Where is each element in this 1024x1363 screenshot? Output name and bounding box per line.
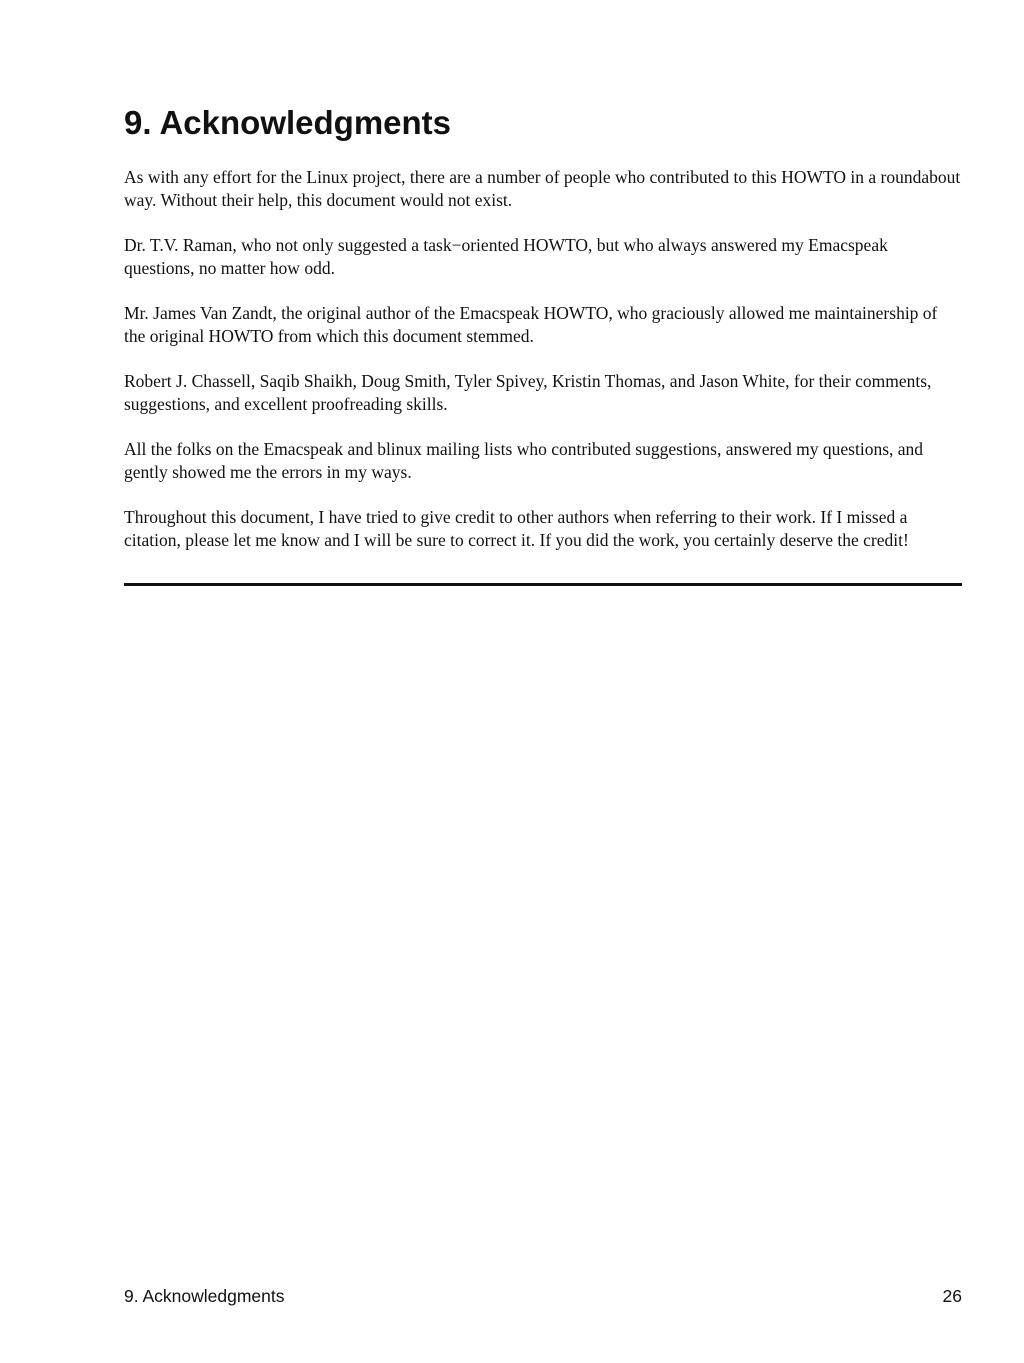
section-end-divider — [124, 583, 962, 586]
document-page — [124, 0, 962, 1363]
paragraph-van-zandt: Mr. James Van Zandt, the original author of the Emacspeak HOWTO, who graciously allowed me maintainership of the original HOWTO from which this document stemmed. — [124, 303, 938, 346]
footer-page-number: 26 — [942, 1286, 962, 1306]
paragraph-proofreaders: Robert J. Chassell, Saqib Shaikh, Doug Smith, Tyler Spivey, Kristin Thomas, and Jason White, for their comments, suggestions, and excellent proofreading skills. — [124, 371, 932, 414]
footer-section-title: 9. Acknowledgments — [124, 1286, 285, 1306]
paragraph-mailing-lists: All the folks on the Emacspeak and blinux mailing lists who contributed suggestions, answered my questions, and gently showed me the errors in my ways. — [124, 439, 924, 482]
paragraph-citations: Throughout this document, I have tried to give credit to other authors when referring to their work. If I missed a citation, please let me know and I will be sure to correct it. If you did the work, you certainly deserve the credit! — [124, 507, 909, 550]
section-body — [124, 166, 962, 574]
paragraph-intro: As with any effort for the Linux project, there are a number of people who contributed to this HOWTO in a roundabout way. Without their help, this document would not exist. — [124, 167, 961, 210]
section-heading: 9. Acknowledgments — [124, 104, 452, 141]
paragraph-raman: Dr. T.V. Raman, who not only suggested a task−oriented HOWTO, but who always answered my Emacspeak questions, no matter how odd. — [124, 235, 888, 278]
